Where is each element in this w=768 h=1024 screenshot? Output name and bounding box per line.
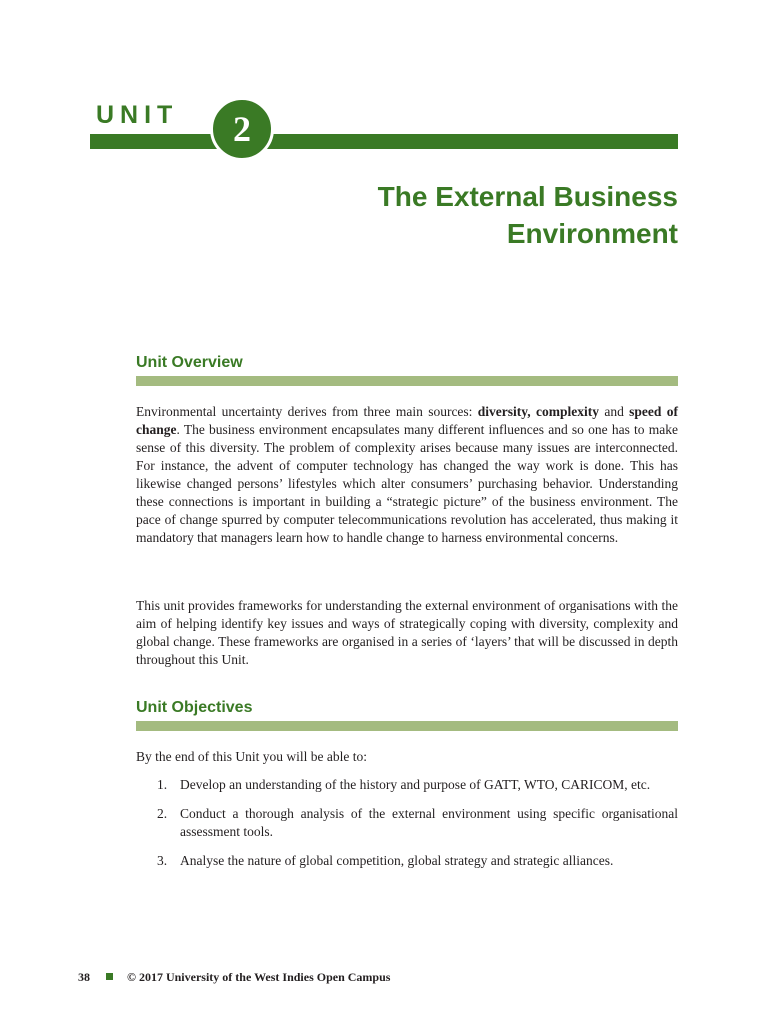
objectives-intro: By the end of this Unit you will be able to: bbox=[136, 749, 367, 764]
unit-objectives-rule bbox=[136, 721, 678, 731]
list-item-text: Analyse the nature of global competition, global strategy and strategic alliances. bbox=[180, 853, 614, 868]
list-item-number: 3. bbox=[157, 853, 168, 868]
footer-square-icon bbox=[106, 973, 113, 980]
overview-paragraph-2: This unit provides frameworks for understanding the external environment of organisations with the aim of helping identify key issues and ways of strategically coping with diversity, complexity and global change. These frameworks are organised in a series of ‘layers’ that will be discussed in depth throughout this Unit. bbox=[136, 598, 678, 667]
overview-bold-diversity: diversity bbox=[477, 404, 528, 419]
list-item-text: Develop an understanding of the history and purpose of GATT, WTO, CARICOM, etc. bbox=[180, 777, 651, 792]
list-item bbox=[136, 776, 678, 794]
unit-bar-left bbox=[90, 134, 220, 149]
copyright-text: © 2017 University of the West Indies Open Campus bbox=[127, 970, 391, 984]
page-title-line-2: Environment bbox=[506, 218, 678, 249]
list-item-text: Conduct a thorough analysis of the external environment using specific organisational assessment tools. bbox=[180, 806, 678, 839]
overview-bold-comma: , bbox=[527, 404, 536, 419]
list-item bbox=[136, 805, 678, 841]
unit-number-badge: 2 bbox=[210, 97, 274, 161]
page-footer bbox=[78, 968, 390, 986]
list-item bbox=[136, 852, 678, 870]
unit-overview-rule bbox=[136, 376, 678, 386]
overview-text: and bbox=[599, 404, 630, 419]
list-item-number: 2. bbox=[157, 806, 168, 821]
overview-text: . The business environment encapsulates many different influences and so one has to make sense of this diversity. The problem of complexity arises because many issues are interconnected. For instance, the advent of computer technology has changed the way work is done. This has likewise changed persons’ lifestyles which alter consumers’ purchasing behavior. Understanding these connections is important in building a “strategic picture” of the business environment. The pace of change spurred by computer telecommunications revolution has accelerated, thus making it mandatory that managers learn how to handle change to harness environmental concerns. bbox=[136, 422, 678, 545]
unit-overview-heading: Unit Overview bbox=[136, 354, 243, 371]
page-title bbox=[258, 178, 678, 252]
unit-objectives-heading: Unit Objectives bbox=[136, 699, 253, 716]
unit-label: UNIT bbox=[96, 101, 179, 129]
overview-bold-speed: speed of change bbox=[136, 404, 679, 437]
list-item-number: 1. bbox=[157, 777, 168, 792]
page-title-line-1: The External Business bbox=[377, 181, 678, 212]
page-number: 38 bbox=[78, 970, 90, 984]
overview-paragraph-1 bbox=[136, 403, 678, 547]
overview-text: Environmental uncertainty derives from three main sources: bbox=[136, 404, 478, 419]
objectives-list bbox=[136, 776, 678, 881]
overview-bold-complexity: complexity bbox=[536, 404, 599, 419]
unit-bar-right bbox=[262, 134, 678, 149]
